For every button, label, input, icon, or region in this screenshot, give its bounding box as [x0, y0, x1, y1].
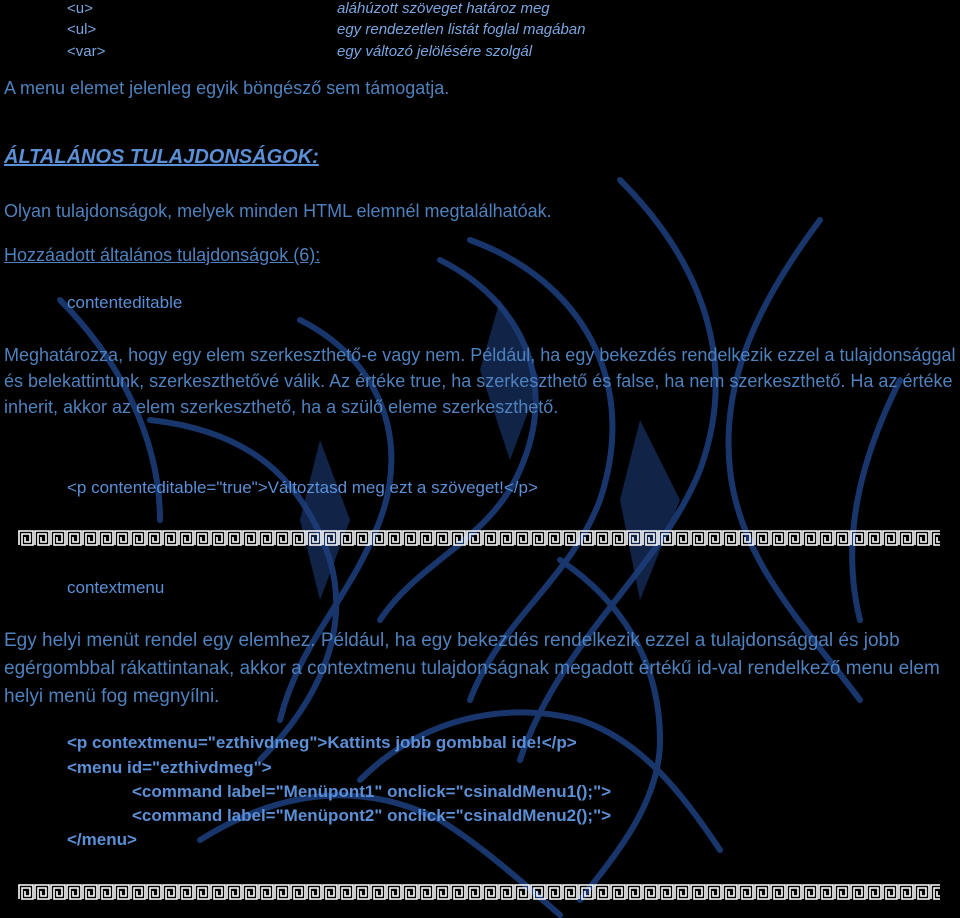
attribute-name-contenteditable: contenteditable: [67, 293, 183, 312]
contenteditable-example: <p contenteditable="true">Változtasd meg ezt a szöveget!</p>: [67, 478, 538, 497]
tag-description: aláhúzott szöveget határoz meg: [337, 0, 550, 17]
tag-row: [0, 21, 960, 41]
code-line: <command label="Menüpont1" onclick="csinaldMenu1();">: [132, 782, 612, 801]
attribute-name-contextmenu: contextmenu: [67, 578, 165, 597]
tag-description: egy változó jelölésére szolgál: [337, 43, 533, 60]
code-line: <p contextmenu="ezthivdmeg">Kattints jobb gombbal ide!</p>: [67, 733, 577, 752]
added-attributes-title: Hozzáadott általános tulajdonságok (6):: [4, 245, 321, 265]
code-line: <menu id="ezthivdmeg">: [67, 758, 272, 777]
greek-key-border-icon: [18, 884, 940, 900]
tag-name: <var>: [67, 43, 106, 60]
tag-name: <u>: [67, 0, 93, 17]
tag-name: <ul>: [67, 21, 97, 38]
contextmenu-description: Egy helyi menüt rendel egy elemhez. Például, ha egy bekezdés rendelkezik ezzel a tulajdonsággal és jobb egérgombbal rákattintanak, akkor a contextmenu tulajdonságnak megadott értékű id-val rendelkező menu elem helyi menü fog megnyílni.: [4, 630, 940, 707]
tag-description: egy rendezetlen listát foglal magában: [337, 21, 586, 38]
contenteditable-description: Meghatározza, hogy egy elem szerkeszthető-e vagy nem. Például, ha egy bekezdés rendelkezik ezzel a tulajdonsággal és belekattintunk, szerkeszthetővé válik. Az értéke true, ha szerkeszthető és false, ha nem szerkeszthető. Ha az értéke inherit, akkor az elem szerkeszthető, ha a szülő eleme szerkeszthető.: [4, 345, 956, 417]
tag-row: [0, 0, 960, 20]
menu-note: A menu elemet jelenleg egyik böngésző sem támogatja.: [4, 78, 450, 98]
tag-row: [0, 43, 960, 63]
code-line: </menu>: [67, 830, 137, 849]
general-description: Olyan tulajdonságok, melyek minden HTML elemnél megtalálhatóak.: [4, 201, 552, 221]
greek-key-border-icon: [18, 530, 940, 546]
section-title: ÁLTALÁNOS TULAJDONSÁGOK:: [4, 146, 319, 168]
code-line: <command label="Menüpont2" onclick="csinaldMenu2();">: [132, 806, 612, 825]
